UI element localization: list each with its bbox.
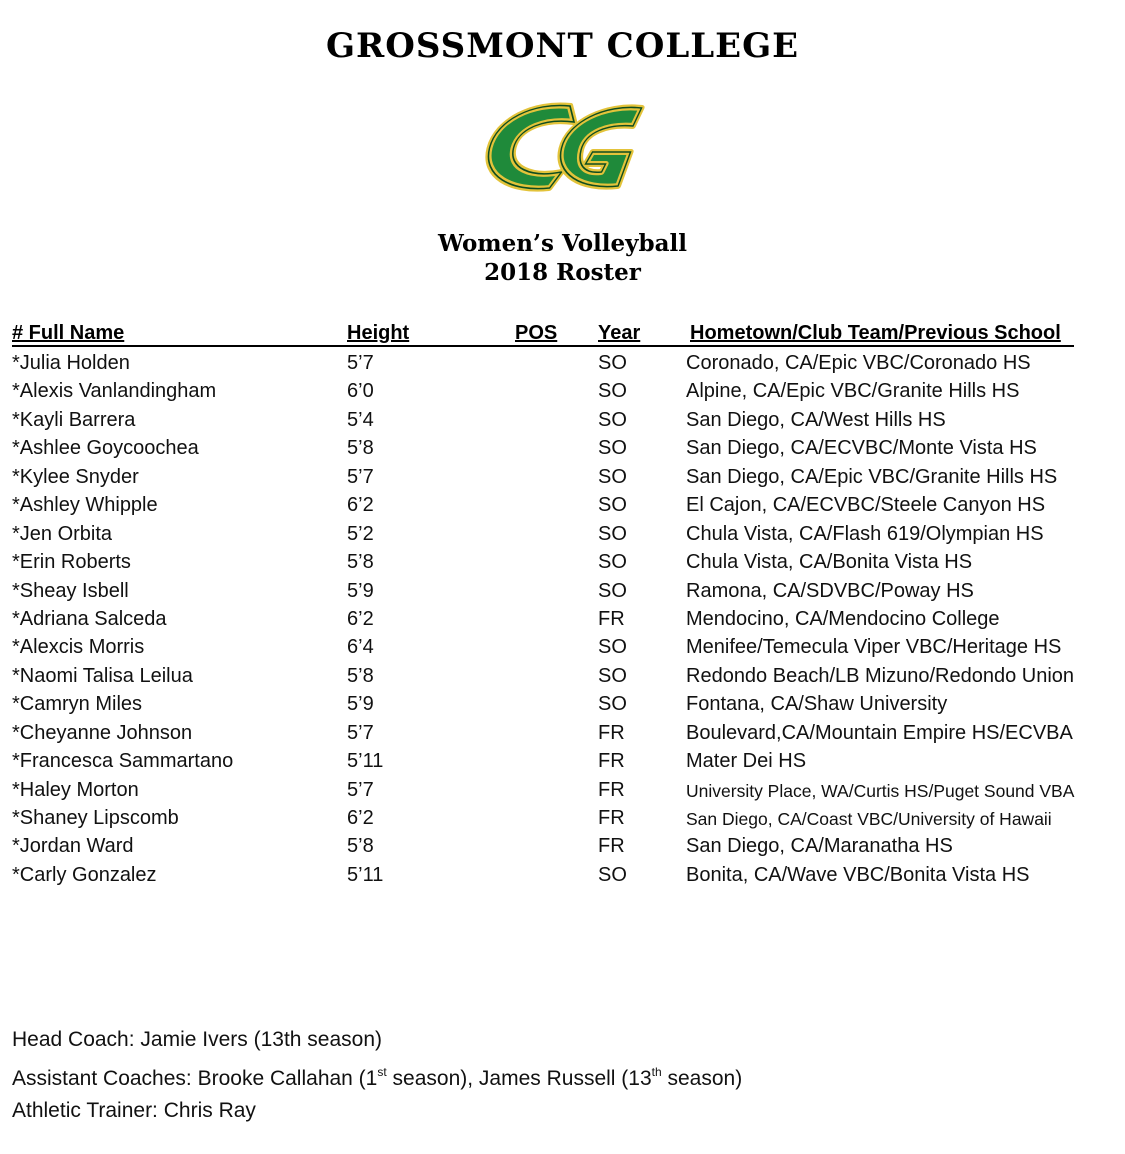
- athletic-trainer: Athletic Trainer: Chris Ray: [12, 1099, 256, 1122]
- player-height: 5’8: [347, 437, 374, 460]
- player-height: 6’0: [347, 380, 374, 403]
- table-row: [0, 663, 1125, 691]
- table-row: [0, 720, 1125, 748]
- player-year: SO: [598, 693, 627, 716]
- sport-title: Women’s Volleyball: [438, 230, 687, 257]
- player-name: *Alexis Vanlandingham: [12, 380, 217, 403]
- player-hometown: Mater Dei HS: [686, 750, 807, 773]
- player-height: 5’7: [347, 778, 374, 801]
- player-height: 6’4: [347, 636, 374, 659]
- player-name: *Haley Morton: [12, 778, 139, 801]
- player-year: SO: [598, 437, 627, 460]
- player-height: 5’8: [347, 551, 374, 574]
- player-height: 5’11: [347, 750, 384, 773]
- table-row: [0, 634, 1125, 662]
- coaching-staff: [12, 1024, 742, 1127]
- player-name: *Adriana Salceda: [12, 607, 167, 630]
- player-name: *Erin Roberts: [12, 551, 131, 574]
- player-year: FR: [598, 778, 625, 801]
- player-year: SO: [598, 636, 627, 659]
- player-height: 5’4: [347, 408, 374, 431]
- player-name: *Kylee Snyder: [12, 465, 139, 488]
- player-hometown: San Diego, CA/Maranatha HS: [686, 835, 953, 858]
- player-year: FR: [598, 750, 625, 773]
- player-year: SO: [598, 522, 627, 545]
- player-name: *Naomi Talisa Leilua: [12, 664, 193, 687]
- player-height: 5’7: [347, 465, 374, 488]
- player-height: 5’2: [347, 522, 374, 545]
- player-hometown: Bonita, CA/Wave VBC/Bonita Vista HS: [686, 863, 1030, 886]
- player-year: SO: [598, 664, 627, 687]
- player-hometown: San Diego, CA/Coast VBC/University of Hawaii: [686, 809, 1052, 829]
- player-name: *Jordan Ward: [12, 835, 134, 858]
- player-height: 5’9: [347, 693, 374, 716]
- player-year: SO: [598, 494, 627, 517]
- assistant-coaches: [12, 1056, 742, 1095]
- player-height: 6’2: [347, 607, 374, 630]
- table-row: [0, 407, 1125, 435]
- assistant-text-3: season): [661, 1067, 743, 1090]
- player-year: FR: [598, 835, 625, 858]
- table-row: [0, 549, 1125, 577]
- header-hometown: Hometown/Club Team/Previous School: [690, 322, 1061, 344]
- table-row: [0, 805, 1125, 833]
- player-name: *Jen Orbita: [12, 522, 113, 545]
- player-hometown: University Place, WA/Curtis HS/Puget Sound VBA: [686, 780, 1075, 801]
- head-coach: Head Coach: Jamie Ivers (13th season): [12, 1028, 383, 1051]
- player-hometown: San Diego, CA/Epic VBC/Granite Hills HS: [686, 465, 1058, 488]
- header-year: Year: [598, 322, 641, 344]
- player-hometown: Redondo Beach/LB Mizuno/Redondo Union: [686, 664, 1075, 687]
- header-pos: POS: [515, 322, 558, 344]
- player-year: SO: [598, 579, 627, 602]
- player-name: *Carly Gonzalez: [12, 863, 157, 886]
- player-height: 6’2: [347, 807, 374, 829]
- table-row: [0, 350, 1125, 378]
- assistant-sup-1: st: [377, 1065, 387, 1079]
- player-hometown: Alpine, CA/Epic VBC/Granite Hills HS: [686, 380, 1020, 403]
- assistant-text-2: season), James Russell (13: [386, 1067, 652, 1090]
- player-name: *Ashlee Goycoochea: [12, 437, 199, 460]
- player-year: SO: [598, 465, 627, 488]
- player-year: SO: [598, 863, 627, 886]
- player-hometown: San Diego, CA/ECVBC/Monte Vista HS: [686, 437, 1037, 460]
- player-name: *Sheay Isbell: [12, 579, 129, 602]
- player-hometown: San Diego, CA/West Hills HS: [686, 408, 946, 431]
- roster-header-row: [12, 322, 1072, 346]
- table-row: [0, 777, 1125, 805]
- player-year: FR: [598, 807, 625, 829]
- player-name: *Alexcis Morris: [12, 636, 145, 659]
- player-height: 5’8: [347, 664, 374, 687]
- player-hometown: Ramona, CA/SDVBC/Poway HS: [686, 579, 974, 602]
- header-divider: [12, 345, 1074, 347]
- player-height: 5’7: [347, 721, 374, 744]
- table-row: [0, 691, 1125, 719]
- player-year: FR: [598, 607, 625, 630]
- player-hometown: Fontana, CA/Shaw University: [686, 693, 948, 716]
- table-row: [0, 833, 1125, 861]
- header-number-name: # Full Name: [12, 322, 125, 344]
- player-height: 5’8: [347, 835, 374, 858]
- player-year: SO: [598, 352, 627, 374]
- player-height: 5’7: [347, 352, 374, 374]
- player-height: 6’2: [347, 494, 374, 517]
- table-row: [0, 862, 1125, 890]
- assistant-text-1: Assistant Coaches: Brooke Callahan (1: [12, 1067, 378, 1090]
- player-hometown: Menifee/Temecula Viper VBC/Heritage HS: [686, 636, 1062, 659]
- player-height: 5’9: [347, 579, 374, 602]
- table-row: [0, 606, 1125, 634]
- assistant-sup-2: th: [651, 1065, 662, 1079]
- college-title: GROSSMONT COLLEGE: [325, 26, 800, 66]
- player-name: *Kayli Barrera: [12, 408, 136, 431]
- header-height: Height: [347, 322, 410, 344]
- table-row: [0, 378, 1125, 406]
- player-hometown: Coronado, CA/Epic VBC/Coronado HS: [686, 352, 1031, 374]
- player-name: *Camryn Miles: [12, 693, 143, 716]
- player-year: SO: [598, 551, 627, 574]
- table-row: [0, 521, 1125, 549]
- player-year: SO: [598, 380, 627, 403]
- player-year: FR: [598, 721, 625, 744]
- player-hometown: Chula Vista, CA/Bonita Vista HS: [686, 551, 973, 574]
- player-name: *Julia Holden: [12, 352, 130, 374]
- player-hometown: Boulevard,CA/Mountain Empire HS/ECVBA: [686, 721, 1073, 744]
- table-row: [0, 464, 1125, 492]
- table-row: [0, 435, 1125, 463]
- gc-logo-icon: [476, 98, 652, 198]
- player-height: 5’11: [347, 863, 384, 886]
- player-name: *Ashley Whipple: [12, 494, 158, 517]
- roster-year-title: 2018 Roster: [484, 259, 641, 286]
- player-hometown: Mendocino, CA/Mendocino College: [686, 607, 1000, 630]
- player-hometown: Chula Vista, CA/Flash 619/Olympian HS: [686, 522, 1044, 545]
- player-name: *Shaney Lipscomb: [12, 807, 179, 829]
- roster-table: [0, 350, 1125, 890]
- player-hometown: El Cajon, CA/ECVBC/Steele Canyon HS: [686, 494, 1046, 517]
- table-row: [0, 748, 1125, 776]
- player-year: SO: [598, 408, 627, 431]
- table-row: [0, 492, 1125, 520]
- player-name: *Francesca Sammartano: [12, 750, 234, 773]
- player-name: *Cheyanne Johnson: [12, 721, 193, 744]
- table-row: [0, 578, 1125, 606]
